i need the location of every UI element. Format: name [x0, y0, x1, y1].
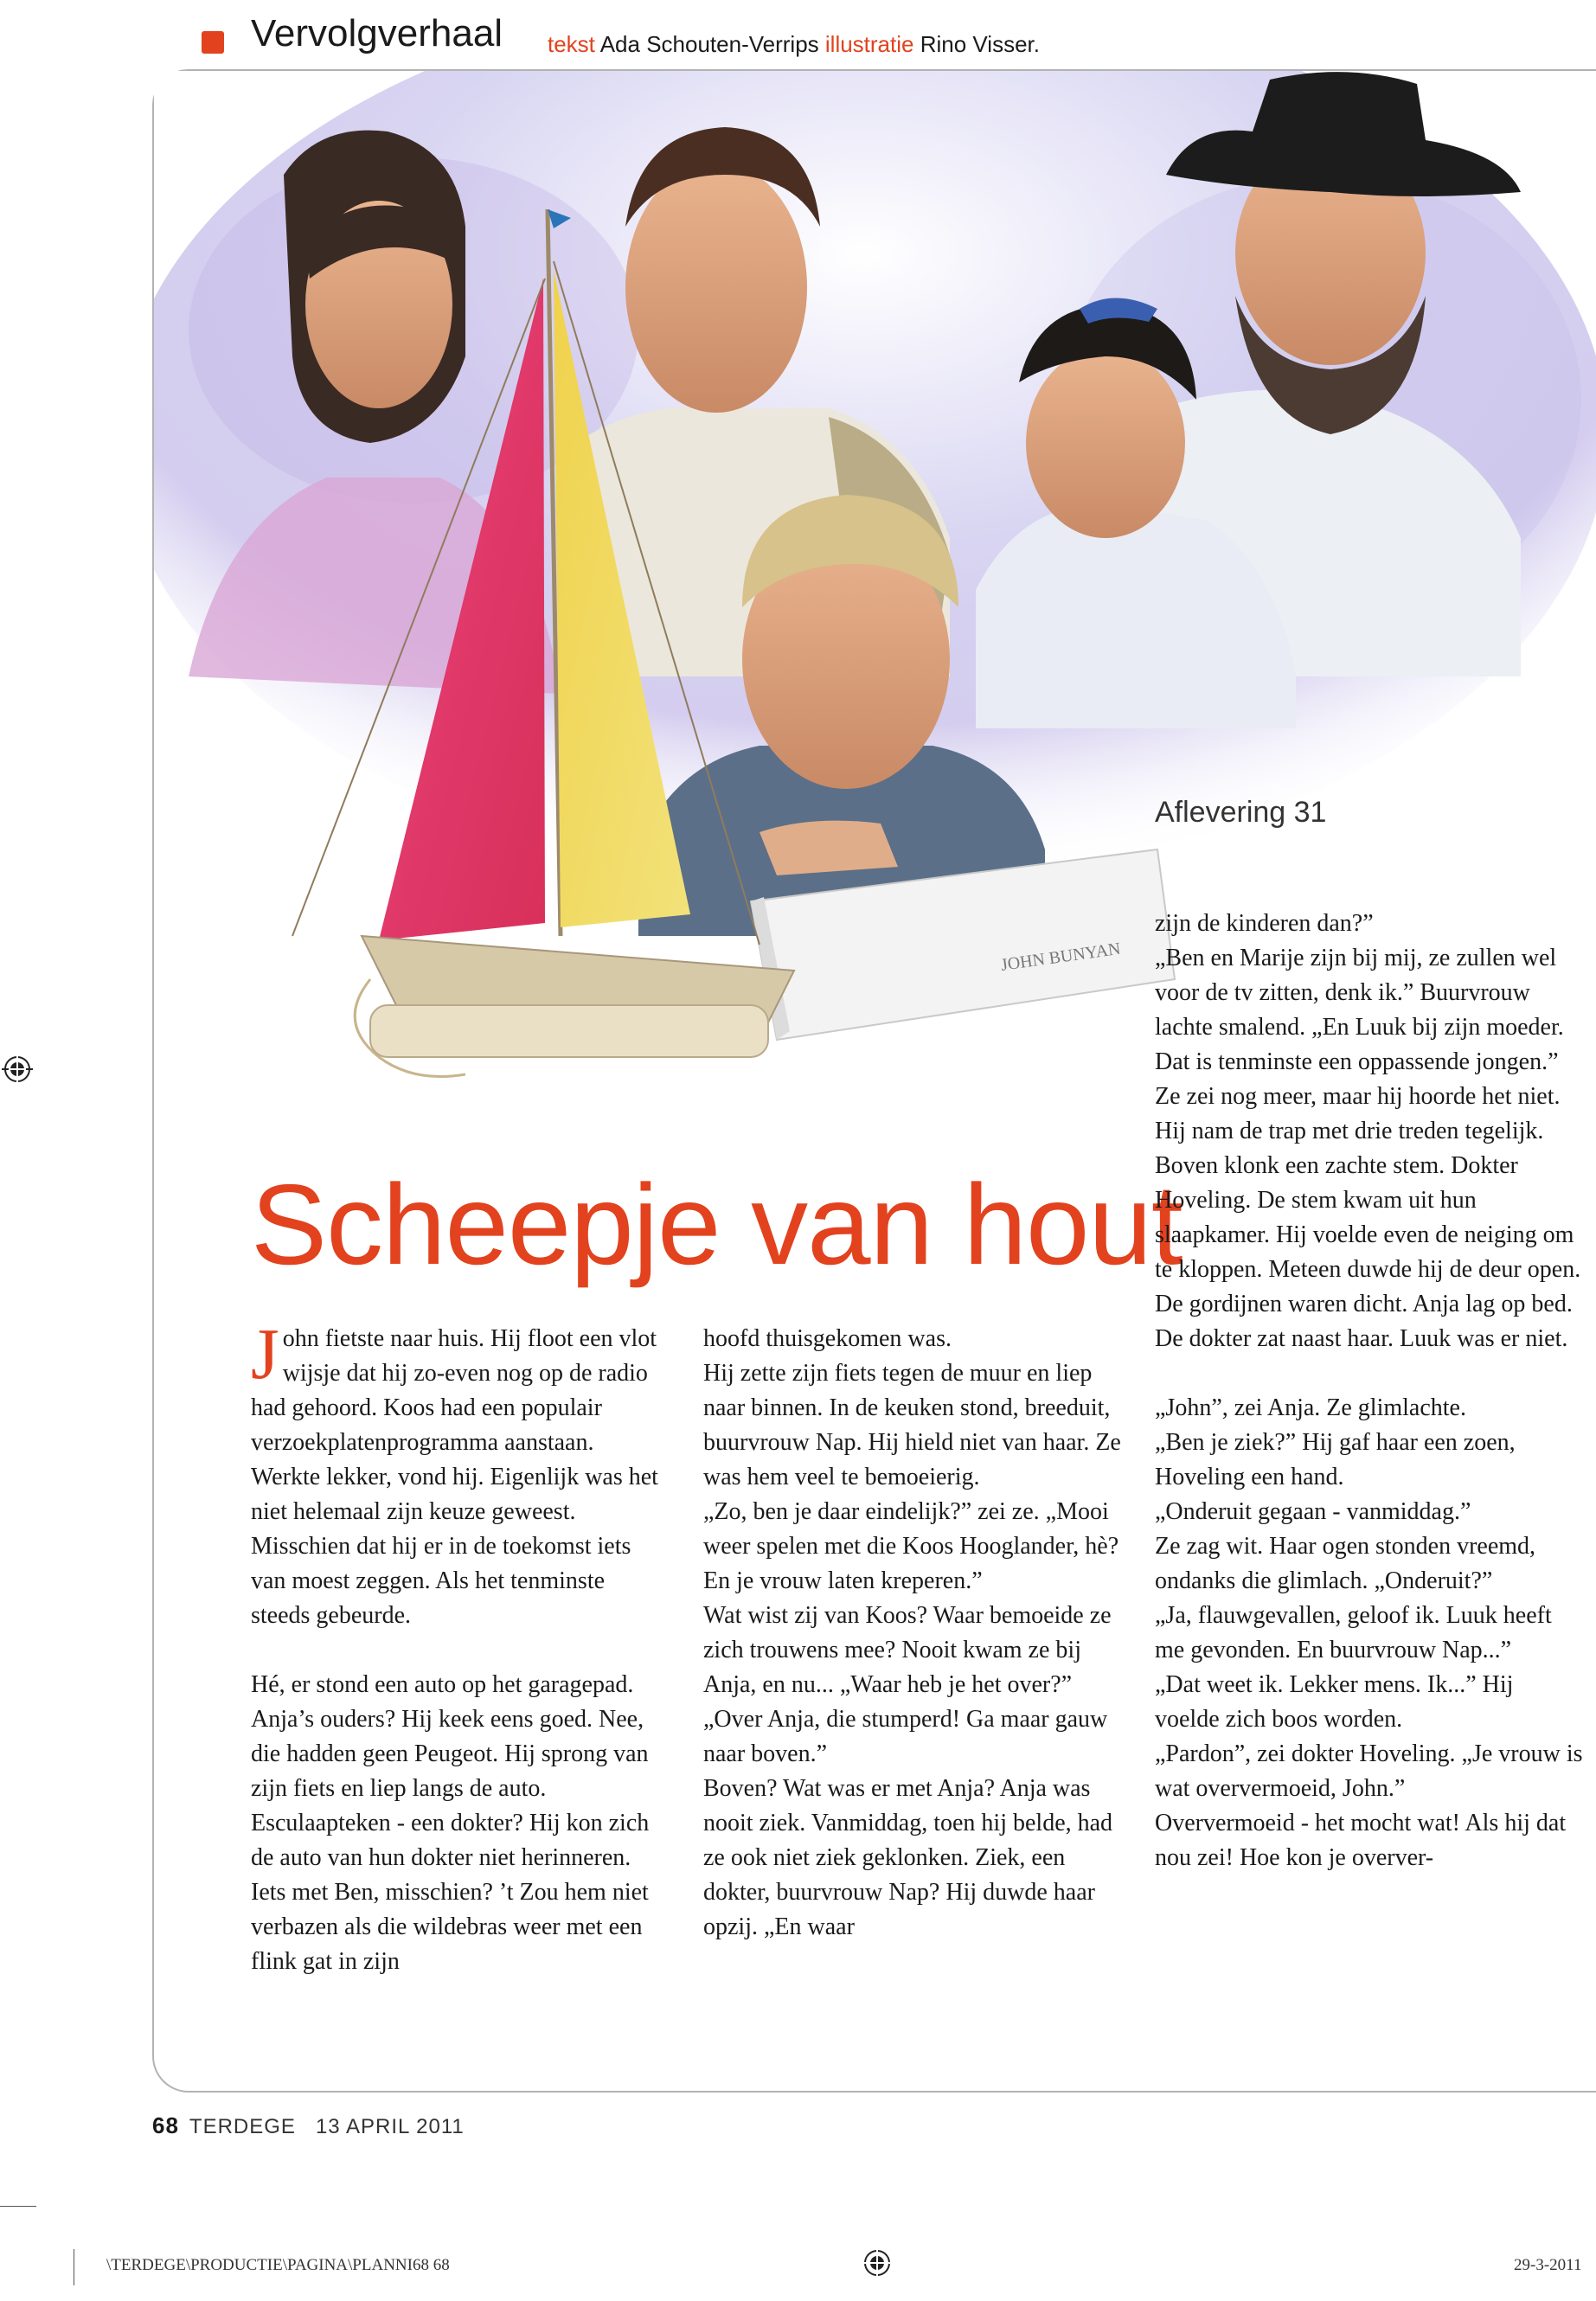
paragraph: Boven? Wat was er met Anja? Anja was nooit ziek. Vanmiddag, toen hij belde, had ze ook niet ziek geklonken. Ziek, een dokter, buurvrouw Nap? Hij duwde haar opzij. „En waar: [703, 1775, 1113, 1940]
paragraph: „Onderuit gegaan - vanmiddag.”: [1155, 1498, 1471, 1525]
paragraph: Oververmoeid - het mocht wat! Als hij dat nou zei! Hoe kon je overver-: [1155, 1810, 1567, 1871]
paragraph: Ze zag wit. Haar ogen stonden vreemd, ondanks die glimlach. „Onderuit?”: [1155, 1533, 1536, 1594]
paragraph-text: ohn fietste naar huis. Hij floot een vlot wijsje dat hij zo-even nog op de radio had gehoord. Koos had een populair verzoekplatenprogramma aanstaan. Werkte lekker, vond hij. Eigenlijk was het niet helemaal zijn keuze geweest. Misschien dat hij er in de toekomst iets van moest zeggen. Als het tenminste steeds gebeurde.: [251, 1325, 658, 1629]
tekst-label: tekst: [548, 31, 595, 57]
page-folio: [152, 2112, 465, 2139]
paragraph: „Over Anja, die stumperd! Ga maar gauw naar boven.”: [703, 1706, 1108, 1767]
paragraph: „Ben en Marije zijn bij mij, ze zullen wel voor de tv zitten, denk ik.” Buurvrouw lachte smalend. „En Luuk bij zijn moeder. Dat is tenminste een oppassende jongen.”: [1155, 945, 1564, 1075]
illustrator: Rino Visser.: [920, 31, 1040, 57]
crop-mark: [0, 2206, 36, 2207]
page-number: 68: [152, 2112, 179, 2138]
print-slug-path: \TERDEGE\PRODUCTIE\PAGINA\PLANNI68 68: [106, 2256, 450, 2274]
issue-date: 13 APRIL 2011: [315, 2115, 465, 2138]
paragraph: „Dat weet ik. Lekker mens. Ik...” Hij voelde zich boos worden.: [1155, 1671, 1514, 1733]
episode-label: Aflevering 31: [1155, 796, 1327, 829]
registration-mark-icon: [2, 1054, 33, 1085]
paragraph: zijn de kinderen dan?”: [1155, 910, 1374, 937]
text-column-2: [703, 1322, 1131, 1945]
author: Ada Schouten-Verrips: [599, 31, 819, 57]
paragraph: [251, 1314, 666, 1633]
paragraph: Hé, er stond een auto op het garagepad. Anja’s ouders? Hij keek eens goed. Nee, die hadden geen Peugeot. Hij sprong van zijn fiets en liep langs de auto.: [251, 1671, 649, 1802]
paragraph: „Ja, flauwgevallen, geloof ik. Luuk heeft me gevonden. En buurvrouw Nap...”: [1155, 1602, 1552, 1663]
paragraph: „Ben je ziek?” Hij gaf haar een zoen, Hoveling een hand.: [1155, 1429, 1516, 1490]
article-title: Scheepje van hout: [251, 1161, 1183, 1288]
text-column-1: [251, 1314, 666, 1979]
book-spine-text: JOHN BUNYAN: [999, 939, 1122, 975]
illustratie-label: illustratie: [824, 31, 914, 57]
paragraph: Hij zette zijn fiets tegen de muur en liep naar binnen. In de keuken stond, breeduit, buurvrouw Nap. Hij hield niet van haar. Ze was hem veel te bemoeierig.: [703, 1360, 1121, 1490]
paragraph: Wat wist zij van Koos? Waar bemoeide ze zich trouwens mee? Nooit kwam ze bij Anja, en nu... „Waar heb je het over?”: [703, 1602, 1112, 1698]
drop-cap: J: [251, 1314, 279, 1394]
print-slug-date: 29-3-2011: [1514, 2256, 1582, 2274]
paragraph: „John”, zei Anja. Ze glimlachte.: [1155, 1394, 1466, 1421]
registration-mark-icon: [862, 2247, 893, 2279]
section-marker: [202, 31, 224, 54]
paragraph: De gordijnen waren dicht. Anja lag op bed. De dokter zat naast haar. Luuk was er niet.: [1155, 1291, 1573, 1352]
magazine-name: TERDEGE: [189, 2115, 296, 2138]
paragraph: „Pardon”, zei dokter Hoveling. „Je vrouw is wat oververmoeid, John.”: [1155, 1740, 1583, 1802]
credits: [548, 31, 1040, 58]
paragraph: hoofd thuisgekomen was.: [703, 1325, 952, 1352]
paragraph: Esculaapteken - een dokter? Hij kon zich de auto van hun dokter niet herinneren. Iets met Ben, misschien? ’t Zou hem niet verbazen als die wildebras weer met een flink gat in zijn: [251, 1810, 650, 1975]
section-title: Vervolgverhaal: [251, 12, 503, 54]
paragraph: „Zo, ben je daar eindelijk?” zei ze. „Mooi weer spelen met die Koos Hooglander, hè? En je vrouw laten kreperen.”: [703, 1498, 1119, 1594]
text-column-3: [1155, 907, 1583, 1875]
paragraph: Ze zei nog meer, maar hij hoorde het niet. Hij nam de trap met drie treden tegelijk. Boven klonk een zachte stem. Dokter Hoveling. De stem kwam uit hun slaapkamer. Hij voelde even de neiging om te kloppen. Meteen duwde hij de deur open.: [1155, 1083, 1581, 1283]
